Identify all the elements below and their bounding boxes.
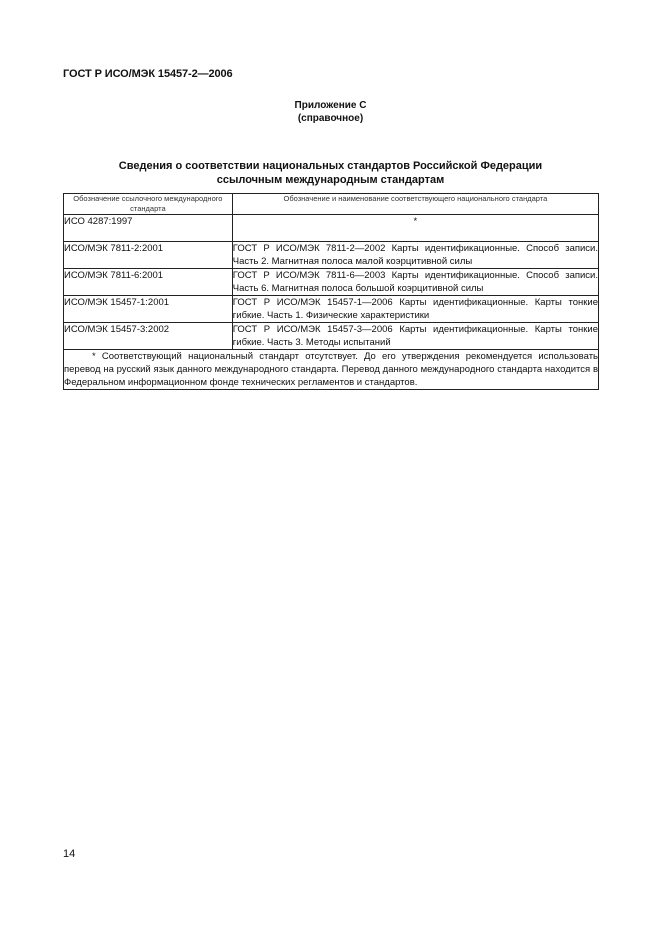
table-row <box>64 269 599 296</box>
document-code-header: ГОСТ Р ИСО/МЭК 15457-2—2006 <box>63 68 233 80</box>
reference-standard-cell: ИСО/МЭК 15457-3:2002 <box>64 323 233 350</box>
national-standard-cell: ГОСТ Р ИСО/МЭК 15457-1—2006 Карты идентификационные. Карты тонкие гибкие. Часть 1. Физические характеристики <box>232 297 598 321</box>
table-row <box>64 242 599 269</box>
column-header-national-standard: Обозначение и наименование соответствующего национального стандарта <box>232 194 598 215</box>
table-row <box>64 215 599 242</box>
table-footnote <box>64 350 599 390</box>
standards-correspondence-table <box>63 193 599 390</box>
table-footnote-text: * Соответствующий национальный стандарт отсутствует. До его утверждения рекомендуется использовать перевод на русский язык данного международного стандарта. Перевод данного международного стандарта находится в Федеральном информационном фонде технических регламентов и стандартов. <box>64 351 598 388</box>
reference-standard-cell: ИСО/МЭК 7811-2:2001 <box>64 242 233 269</box>
section-title-line-1: Сведения о соответствии национальных стандартов Российской Федерации <box>118 160 543 172</box>
section-title-line-2: ссылочным международным стандартам <box>216 174 445 186</box>
national-standard-cell: ГОСТ Р ИСО/МЭК 15457-3—2006 Карты идентификационные. Карты тонкие гибкие. Часть 3. Методы испытаний <box>232 324 598 348</box>
column-header-reference-standard: Обозначение ссылочного международного стандарта <box>64 194 233 215</box>
appendix-heading <box>0 99 661 125</box>
page-number: 14 <box>63 848 76 860</box>
appendix-title: Приложение С <box>294 100 367 111</box>
section-title <box>0 159 661 187</box>
national-standard-cell: ГОСТ Р ИСО/МЭК 7811-2—2002 Карты идентификационные. Способ записи. Часть 2. Магнитная полоса малой коэрцитивной силы <box>232 243 598 267</box>
reference-standard-cell: ИСО/МЭК 15457-1:2001 <box>64 296 233 323</box>
reference-standard-cell: ИСО/МЭК 7811-6:2001 <box>64 269 233 296</box>
table-footnote-row <box>64 350 599 390</box>
appendix-subtitle: (справочное) <box>297 113 364 124</box>
national-standard-cell: * <box>232 215 598 242</box>
table-row <box>64 296 599 323</box>
table-header-row <box>64 194 599 215</box>
reference-standard-cell: ИСО 4287:1997 <box>64 215 233 242</box>
table-row <box>64 323 599 350</box>
national-standard-cell: ГОСТ Р ИСО/МЭК 7811-6—2003 Карты идентификационные. Способ записи. Часть 6. Магнитная полоса большой коэрцитивной силы <box>232 270 598 294</box>
